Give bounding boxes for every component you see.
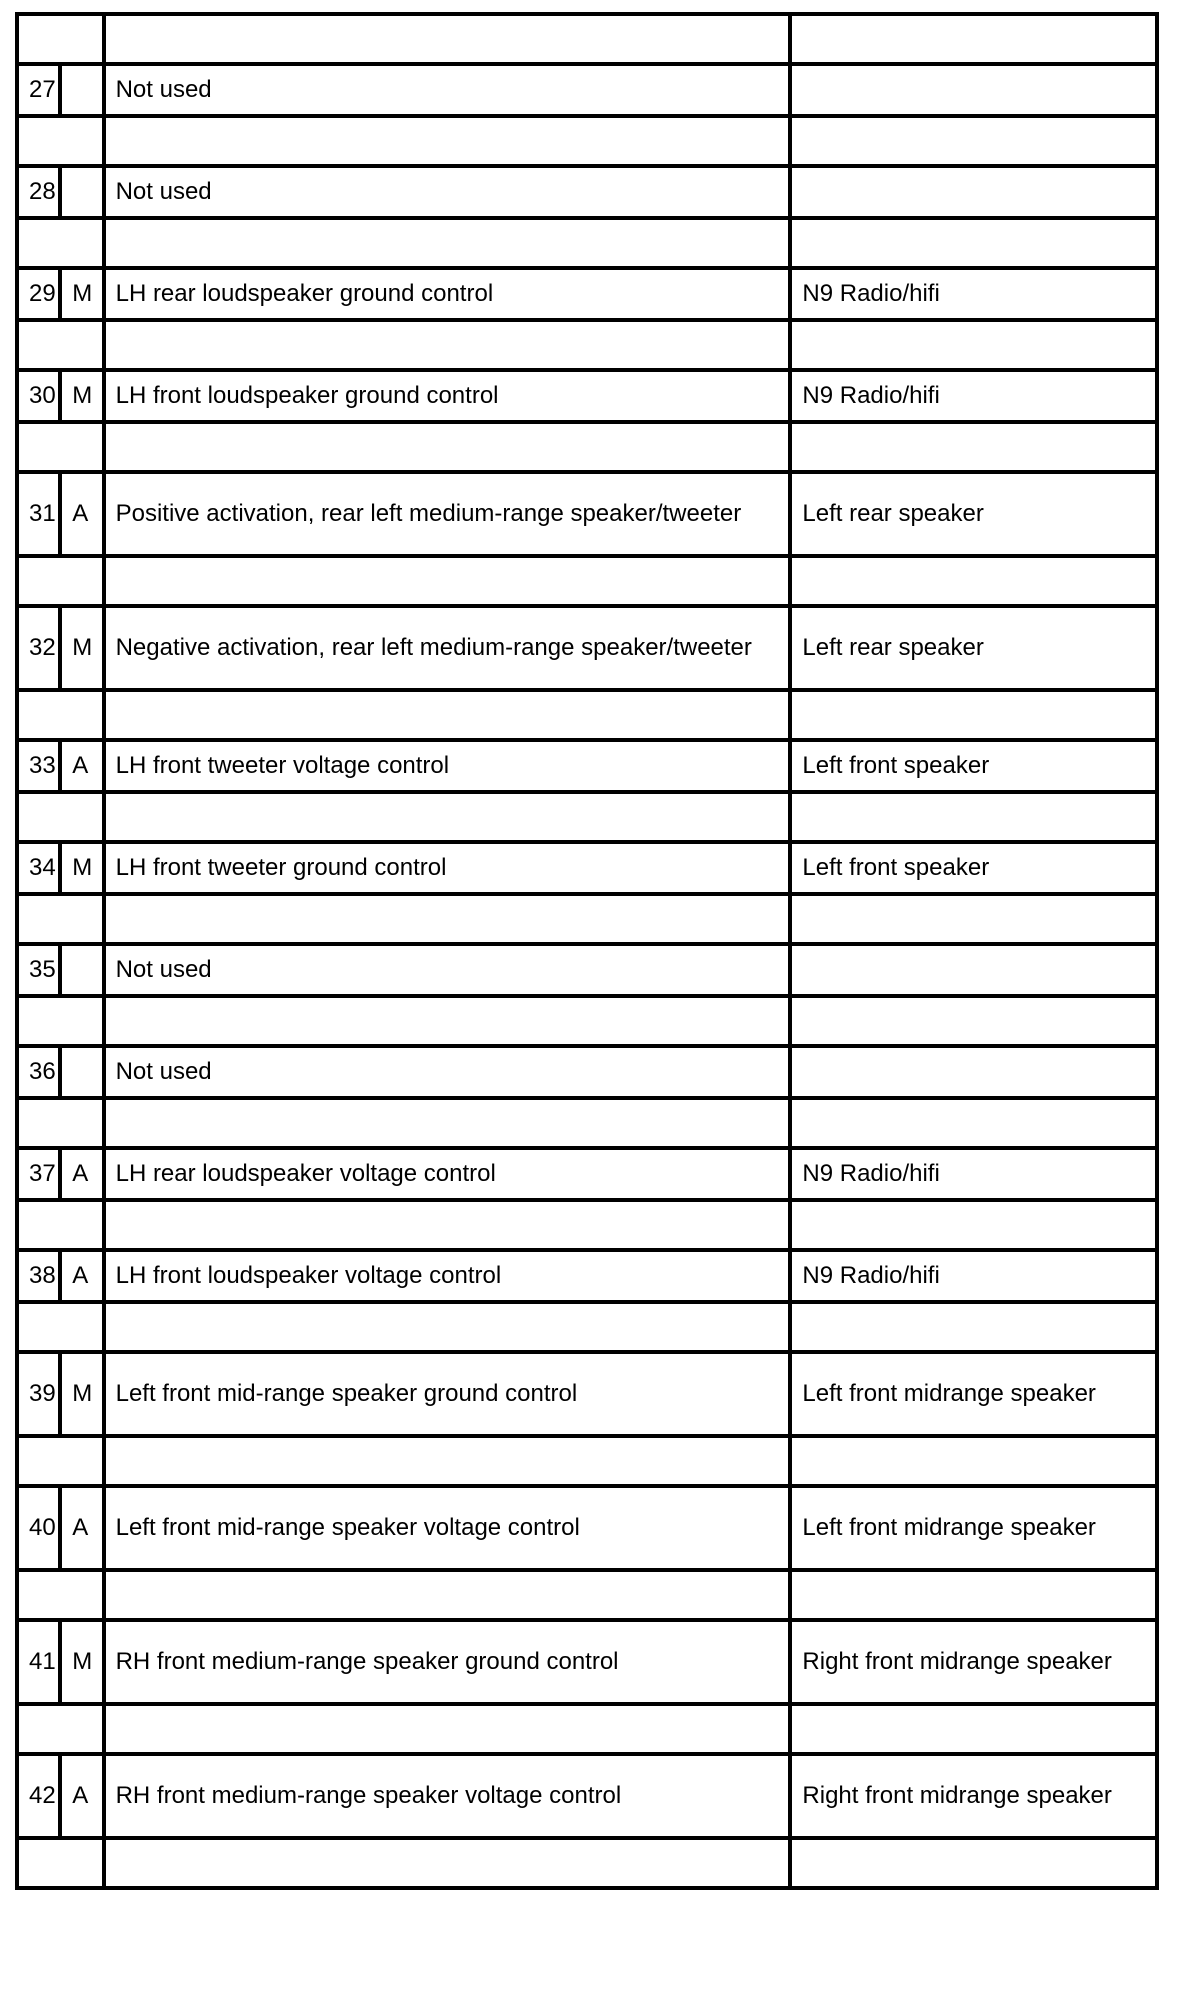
description-cell: LH front loudspeaker voltage control — [104, 1250, 791, 1302]
spacer-row — [17, 556, 1157, 606]
component-cell: N9 Radio/hifi — [790, 370, 1157, 422]
table-row — [17, 1250, 1157, 1302]
spacer-row — [17, 792, 1157, 842]
signal-type-cell: A — [60, 1250, 103, 1302]
empty-cell — [104, 1570, 791, 1620]
signal-type-cell: M — [60, 606, 103, 690]
pin-number-cell: 38 — [17, 1250, 60, 1302]
empty-cell — [17, 1098, 104, 1148]
spacer-row — [17, 218, 1157, 268]
description-cell: LH front tweeter voltage control — [104, 740, 791, 792]
description-cell: Left front mid-range speaker ground control — [104, 1352, 791, 1436]
component-cell: N9 Radio/hifi — [790, 1148, 1157, 1200]
table-row — [17, 606, 1157, 690]
component-cell — [790, 166, 1157, 218]
spacer-row — [17, 894, 1157, 944]
empty-cell — [790, 1200, 1157, 1250]
signal-type-cell: M — [60, 268, 103, 320]
pin-number-cell: 34 — [17, 842, 60, 894]
empty-cell — [790, 1704, 1157, 1754]
empty-cell — [790, 894, 1157, 944]
empty-cell — [104, 792, 791, 842]
empty-cell — [104, 1302, 791, 1352]
spacer-row — [17, 690, 1157, 740]
empty-cell — [790, 1838, 1157, 1888]
empty-cell — [790, 1570, 1157, 1620]
pin-table-body — [17, 14, 1157, 1888]
component-cell — [790, 944, 1157, 996]
description-cell: LH front tweeter ground control — [104, 842, 791, 894]
spacer-row — [17, 320, 1157, 370]
description-cell: Not used — [104, 1046, 791, 1098]
empty-cell — [104, 1200, 791, 1250]
component-cell: Right front midrange speaker — [790, 1754, 1157, 1838]
description-cell: LH rear loudspeaker voltage control — [104, 1148, 791, 1200]
description-cell: LH front loudspeaker ground control — [104, 370, 791, 422]
table-row — [17, 740, 1157, 792]
pin-number-cell: 27 — [17, 64, 60, 116]
signal-type-cell: M — [60, 1352, 103, 1436]
description-cell: Left front mid-range speaker voltage control — [104, 1486, 791, 1570]
spacer-row — [17, 422, 1157, 472]
spacer-row — [17, 1704, 1157, 1754]
empty-cell — [17, 996, 104, 1046]
description-cell: LH rear loudspeaker ground control — [104, 268, 791, 320]
description-cell: Negative activation, rear left medium-range speaker/tweeter — [104, 606, 791, 690]
empty-cell — [790, 116, 1157, 166]
table-row — [17, 1352, 1157, 1436]
spacer-row — [17, 996, 1157, 1046]
pin-number-cell: 40 — [17, 1486, 60, 1570]
spacer-row — [17, 1570, 1157, 1620]
component-cell: Left rear speaker — [790, 472, 1157, 556]
component-cell: Right front midrange speaker — [790, 1620, 1157, 1704]
empty-cell — [17, 1200, 104, 1250]
empty-cell — [17, 690, 104, 740]
signal-type-cell: M — [60, 370, 103, 422]
empty-cell — [104, 320, 791, 370]
empty-cell — [790, 996, 1157, 1046]
pin-number-cell: 32 — [17, 606, 60, 690]
empty-cell — [17, 1704, 104, 1754]
pin-number-cell: 33 — [17, 740, 60, 792]
empty-cell — [790, 1098, 1157, 1148]
empty-cell — [17, 116, 104, 166]
table-row — [17, 842, 1157, 894]
empty-cell — [104, 1436, 791, 1486]
empty-cell — [17, 218, 104, 268]
empty-cell — [104, 14, 791, 64]
signal-type-cell — [60, 64, 103, 116]
component-cell: Left front midrange speaker — [790, 1352, 1157, 1436]
spacer-row — [17, 14, 1157, 64]
empty-cell — [17, 422, 104, 472]
component-cell: Left front midrange speaker — [790, 1486, 1157, 1570]
empty-cell — [104, 218, 791, 268]
empty-cell — [17, 792, 104, 842]
table-row — [17, 1754, 1157, 1838]
empty-cell — [790, 1302, 1157, 1352]
pin-table — [15, 12, 1159, 1890]
spacer-row — [17, 1200, 1157, 1250]
empty-cell — [17, 1436, 104, 1486]
empty-cell — [790, 422, 1157, 472]
table-row — [17, 472, 1157, 556]
description-cell: Not used — [104, 944, 791, 996]
description-cell: Not used — [104, 166, 791, 218]
signal-type-cell — [60, 166, 103, 218]
signal-type-cell: A — [60, 740, 103, 792]
signal-type-cell: M — [60, 842, 103, 894]
description-cell: Not used — [104, 64, 791, 116]
empty-cell — [790, 14, 1157, 64]
pin-number-cell: 29 — [17, 268, 60, 320]
pin-number-cell: 37 — [17, 1148, 60, 1200]
empty-cell — [17, 556, 104, 606]
signal-type-cell — [60, 1046, 103, 1098]
component-cell: Left front speaker — [790, 740, 1157, 792]
pin-number-cell: 28 — [17, 166, 60, 218]
empty-cell — [104, 996, 791, 1046]
empty-cell — [790, 792, 1157, 842]
pin-number-cell: 31 — [17, 472, 60, 556]
empty-cell — [104, 1838, 791, 1888]
empty-cell — [790, 1436, 1157, 1486]
empty-cell — [17, 320, 104, 370]
empty-cell — [104, 116, 791, 166]
signal-type-cell: M — [60, 1620, 103, 1704]
description-cell: RH front medium-range speaker ground control — [104, 1620, 791, 1704]
description-cell: Positive activation, rear left medium-range speaker/tweeter — [104, 472, 791, 556]
empty-cell — [104, 556, 791, 606]
table-row — [17, 1486, 1157, 1570]
component-cell: Left rear speaker — [790, 606, 1157, 690]
table-row — [17, 1148, 1157, 1200]
table-row — [17, 944, 1157, 996]
empty-cell — [790, 556, 1157, 606]
signal-type-cell: A — [60, 1148, 103, 1200]
pin-number-cell: 30 — [17, 370, 60, 422]
empty-cell — [104, 422, 791, 472]
spacer-row — [17, 1098, 1157, 1148]
component-cell: Left front speaker — [790, 842, 1157, 894]
table-row — [17, 370, 1157, 422]
empty-cell — [790, 320, 1157, 370]
empty-cell — [104, 690, 791, 740]
table-row — [17, 166, 1157, 218]
empty-cell — [17, 14, 104, 64]
table-row — [17, 268, 1157, 320]
spacer-row — [17, 116, 1157, 166]
empty-cell — [104, 894, 791, 944]
empty-cell — [17, 1570, 104, 1620]
component-cell: N9 Radio/hifi — [790, 1250, 1157, 1302]
empty-cell — [104, 1098, 791, 1148]
table-row — [17, 1620, 1157, 1704]
signal-type-cell: A — [60, 472, 103, 556]
pin-number-cell: 35 — [17, 944, 60, 996]
pin-number-cell: 36 — [17, 1046, 60, 1098]
table-row — [17, 64, 1157, 116]
spacer-row — [17, 1436, 1157, 1486]
empty-cell — [104, 1704, 791, 1754]
pin-number-cell: 42 — [17, 1754, 60, 1838]
empty-cell — [17, 1838, 104, 1888]
spacer-row — [17, 1302, 1157, 1352]
component-cell: N9 Radio/hifi — [790, 268, 1157, 320]
signal-type-cell: A — [60, 1754, 103, 1838]
component-cell — [790, 1046, 1157, 1098]
component-cell — [790, 64, 1157, 116]
empty-cell — [17, 1302, 104, 1352]
description-cell: RH front medium-range speaker voltage control — [104, 1754, 791, 1838]
signal-type-cell — [60, 944, 103, 996]
empty-cell — [790, 690, 1157, 740]
empty-cell — [790, 218, 1157, 268]
table-row — [17, 1046, 1157, 1098]
pin-number-cell: 41 — [17, 1620, 60, 1704]
signal-type-cell: A — [60, 1486, 103, 1570]
spacer-row — [17, 1838, 1157, 1888]
pin-number-cell: 39 — [17, 1352, 60, 1436]
empty-cell — [17, 894, 104, 944]
